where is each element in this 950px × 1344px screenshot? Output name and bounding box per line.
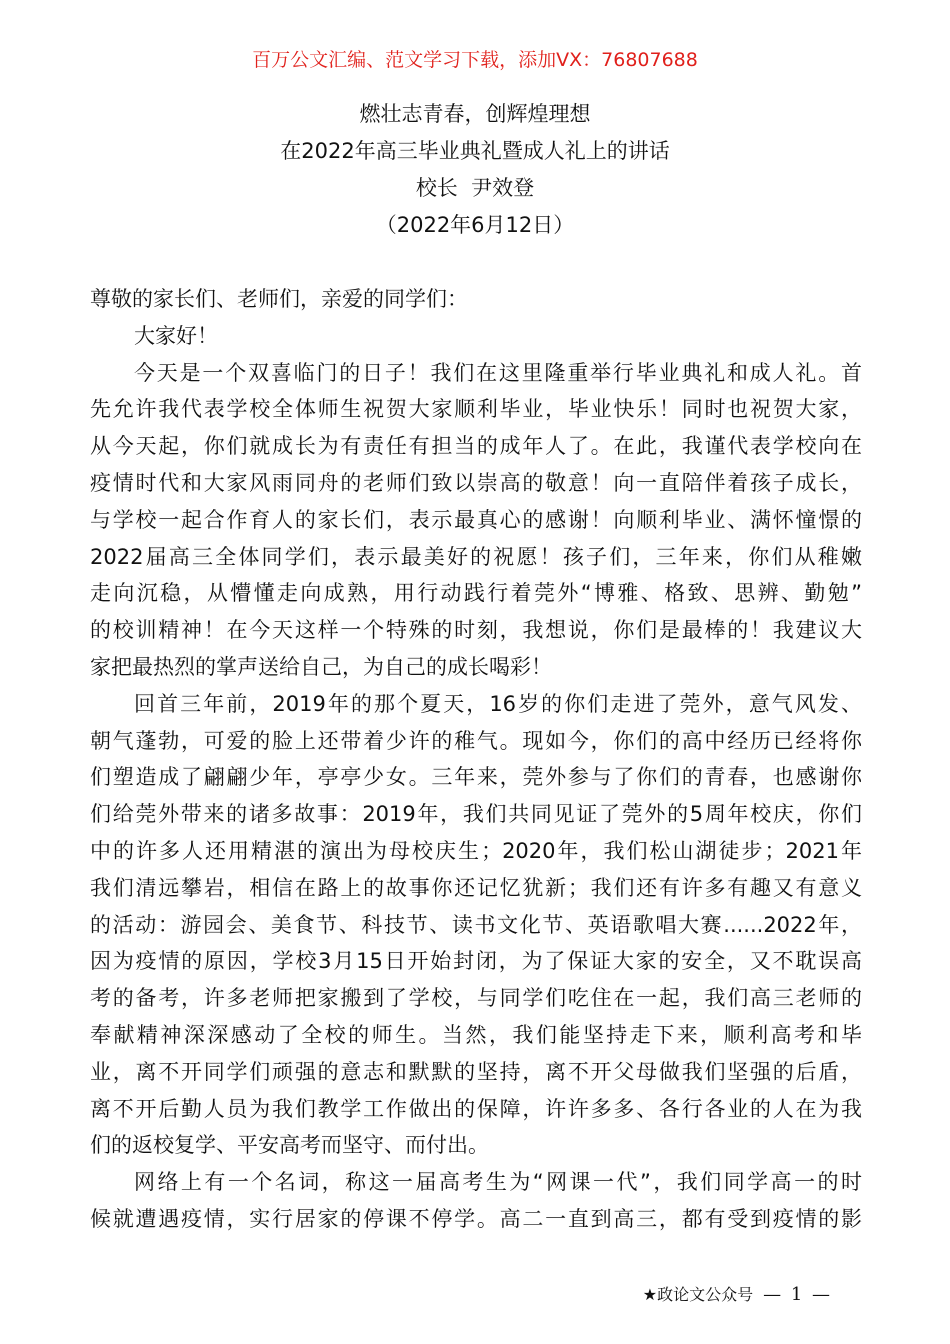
text-line: 中的许多人还用精湛的演出为母校庆生；2020年，我们松山湖徒步；2021年 bbox=[90, 838, 862, 863]
text-line: 离不开后勤人员为我们教学工作做出的保障，许许多多、各行各业的人在为我 bbox=[90, 1096, 862, 1121]
text-line: 的活动：游园会、美食节、科技节、读书文化节、英语歌唱大赛......2022年， bbox=[90, 912, 862, 937]
text-line: 疫情时代和大家风雨同舟的老师们致以崇高的敬意！向一直陪伴着孩子成长， bbox=[90, 470, 862, 495]
text-line: 业，离不开同学们顽强的意志和默默的坚持，离不开父母做我们坚强的后盾， bbox=[90, 1059, 862, 1084]
watermark-banner: 百万公文汇编、范文学习下载，添加VX：76807688 bbox=[252, 49, 698, 71]
text-line: 大家好！ bbox=[134, 323, 218, 348]
text-line: 考的备考，许多老师把家搬到了学校，与同学们吃住在一起，我们高三老师的 bbox=[90, 986, 862, 1011]
speech-subtitle: 在2022年高三毕业典礼暨成人礼上的讲话 bbox=[280, 139, 670, 163]
text-line: 候就遭遇疫情，实行居家的停课不停学。高二一直到高三，都有受到疫情的影 bbox=[90, 1206, 862, 1231]
page-footer bbox=[643, 1284, 832, 1306]
title-block bbox=[0, 99, 950, 247]
text-line: 与学校一起合作育人的家长们，表示最真心的感谢！向顺利毕业、满怀憧憬的 bbox=[90, 507, 862, 532]
speech-body bbox=[90, 281, 862, 1238]
text-line: 尊敬的家长们、老师们，亲爱的同学们： bbox=[90, 287, 468, 311]
text-line: 回首三年前，2019年的那个夏天，16岁的你们走进了莞外，意气风发、 bbox=[134, 691, 862, 716]
text-line: 们给莞外带来的诸多故事：2019年，我们共同见证了莞外的5周年校庆，你们 bbox=[90, 802, 862, 827]
text-line: 我们清远攀岩，相信在路上的故事你还记忆犹新；我们还有许多有趣又有意义 bbox=[90, 875, 862, 900]
text-line: 们的返校复学、平安高考而坚守、而付出。 bbox=[90, 1133, 489, 1158]
text-line: 家把最热烈的掌声送给自己，为自己的成长喝彩！ bbox=[90, 654, 552, 679]
text-line: 先允许我代表学校全体师生祝贺大家顺利毕业，毕业快乐！同时也祝贺大家， bbox=[90, 397, 862, 422]
page-number: — 1 — bbox=[763, 1284, 832, 1305]
footer-source: ★政论文公众号 bbox=[642, 1285, 754, 1304]
speech-title: 燃壮志青春，创辉煌理想 bbox=[359, 102, 591, 126]
text-line: 的校训精神！在今天这样一个特殊的时刻，我想说，你们是最棒的！我建议大 bbox=[90, 618, 862, 643]
text-line: 走向沉稳，从懵懂走向成熟，用行动践行着莞外“博雅、格致、思辨、勤勉” bbox=[90, 581, 862, 606]
text-line: 2022届高三全体同学们，表示最美好的祝愿！孩子们，三年来，你们从稚嫩 bbox=[90, 544, 862, 569]
text-line: 因为疫情的原因，学校3月15日开始封闭，为了保证大家的安全，又不耽误高 bbox=[90, 949, 862, 974]
speech-date: （2022年6月12日） bbox=[375, 213, 575, 237]
text-line: 从今天起，你们就成长为有责任有担当的成年人了。在此，我谨代表学校向在 bbox=[90, 434, 862, 459]
text-line: 奉献精神深深感动了全校的师生。当然，我们能坚持走下来，顺利高考和毕 bbox=[90, 1022, 862, 1047]
text-line: 网络上有一个名词，称这一届高考生为“网课一代”，我们同学高一的时 bbox=[134, 1170, 862, 1195]
speaker: 校长 尹效登 bbox=[415, 176, 535, 200]
text-line: 今天是一个双喜临门的日子！我们在这里隆重举行毕业典礼和成人礼。首 bbox=[134, 360, 862, 385]
text-line: 们塑造成了翩翩少年，亭亭少女。三年来，莞外参与了你们的青春，也感谢你 bbox=[90, 765, 862, 790]
text-line: 朝气蓬勃，可爱的脸上还带着少许的稚气。现如今，你们的高中经历已经将你 bbox=[90, 728, 862, 753]
